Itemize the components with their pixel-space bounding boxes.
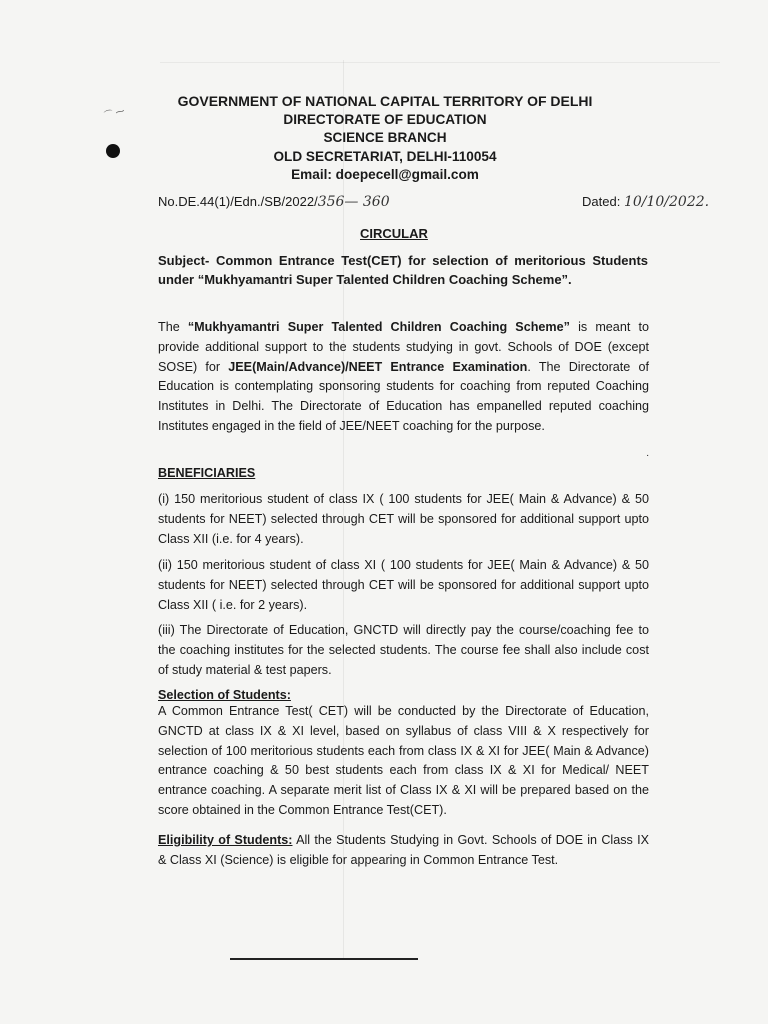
letterhead-branch: SCIENCE BRANCH — [323, 130, 447, 145]
subject-line: Subject- Common Entrance Test(CET) for selection of meritorious Students under “Mukhyamantri Super Talented Children Coaching Scheme”. — [158, 253, 648, 287]
circular-title: CIRCULAR — [360, 226, 428, 241]
intro-exam-name: JEE(Main/Advance)/NEET Entrance Examination — [228, 359, 528, 374]
bottom-rule — [230, 958, 418, 960]
dated — [582, 194, 709, 210]
reference-row — [158, 194, 730, 216]
selection-heading: Selection of Students: — [158, 688, 291, 702]
beneficiary-item-1: (i) 150 meritorious student of class IX ( 100 students for JEE( Main & Advance) & 50 students for NEET) selected through CET will be sponsored for additional support upto Class XII (i.e. for 4 years). — [158, 492, 649, 546]
intro-mid: is meant to provide additional support to the students studying in govt. Schools of DOE (except SOSE) for — [158, 320, 649, 374]
intro-post: . The Directorate of Education is contemplating sponsoring students for coaching from reputed Coaching Institutes in Delhi. The Directorate of Education has empanelled reputed coaching Institutes engaged in the field of JEE/NEET coaching for the purpose. — [158, 359, 649, 433]
reference-number-handwritten: 356— 360 — [317, 194, 390, 210]
selection-paragraph: A Common Entrance Test( CET) will be conducted by the Directorate of Education, GNCTD at class IX & XI level, based on syllabus of class VIII & X respectively for selection of 100 meritorious students each from class IX & XI for JEE( Main & Advance) entrance coaching & 50 best students each from class IX & XI for Medical/ NEET entrance coaching. A separate merit list of Class IX & XI will be prepared based on the score obtained in the Common Entrance Test(CET). — [158, 704, 649, 817]
intro-scheme-name: “Mukhyamantri Super Talented Children Coaching Scheme” — [187, 320, 570, 334]
paper-edge-line — [160, 62, 720, 63]
beneficiaries-heading: BENEFICIARIES — [158, 466, 256, 480]
eligibility-heading: Eligibility of Students: — [158, 833, 293, 847]
intro-pre: The — [158, 320, 188, 334]
beneficiary-item-3: (iii) The Directorate of Education, GNCTD will directly pay the course/coaching fee to the coaching institutes for the selected students. The course fee shall also include cost of study material & test papers. — [158, 623, 649, 677]
letterhead — [160, 92, 610, 185]
dated-label: Dated: — [582, 194, 621, 209]
letterhead-directorate: DIRECTORATE OF EDUCATION — [283, 111, 487, 127]
beneficiary-item-2: (ii) 150 meritorious student of class XI ( 100 students for JEE( Main & Advance) & 50 students for NEET) selected through CET will be sponsored for additional support upto Class XII ( i.e. for 2 years). — [158, 558, 649, 612]
eligibility-paragraph — [158, 831, 649, 871]
reference-number-printed: No.DE.44(1)/Edn./SB/2022/ — [158, 194, 318, 209]
dated-handwritten: 10/10/2022. — [623, 194, 710, 210]
letterhead-address: OLD SECRETARIAT, DELHI-110054 — [273, 148, 497, 164]
letterhead-email: Email: doepecell@gmail.com — [291, 167, 479, 182]
pen-scribble-mark: ⌒ ⁓ — [103, 105, 126, 121]
intro-paragraph — [158, 318, 649, 437]
stray-dot: · — [646, 450, 650, 461]
eligibility-text: All the Students Studying in Govt. Schools of DOE in Class IX & Class XI (Science) is eligible for appearing in Common Entrance Test. — [158, 833, 649, 867]
punch-hole-mark — [106, 144, 120, 158]
reference-number — [158, 194, 390, 210]
letterhead-government: GOVERNMENT OF NATIONAL CAPITAL TERRITORY OF DELHI — [177, 93, 593, 109]
